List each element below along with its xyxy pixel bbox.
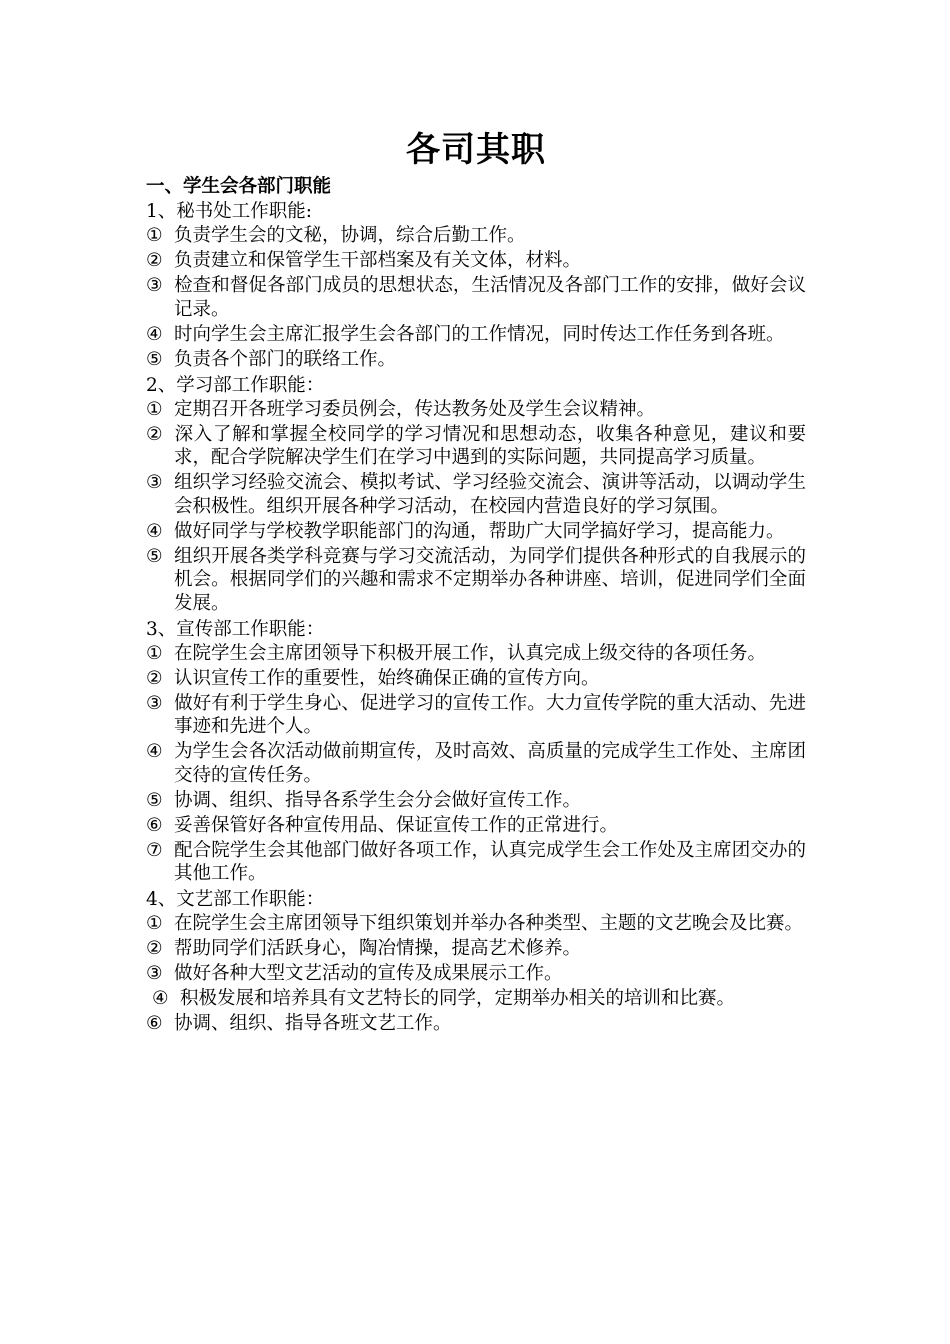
item-number: ② [146,938,163,959]
item-text: 认识宣传工作的重要性，始终确保正确的宣传方向。 [174,667,600,689]
item-number: ⑤ [146,789,163,811]
item-text: 负责学生会的文秘，协调，综合后勤工作。 [174,225,526,246]
item-text: 负责各个部门的联络工作。 [174,348,397,370]
item-number: ③ [146,472,163,493]
list-item [146,740,806,787]
list-item [146,274,806,321]
item-number: ① [146,398,163,420]
item-text: 深入了解和掌握全校同学的学习情况和思想动态，收集各种意见，建议和要求，配合学院解决学生们在学习中遇到的实际问题，共同提高学习质量。 [174,423,806,468]
item-text: 在院学生会主席团领导下组织策划并举办各种类型、主题的文艺晚会及比赛。 [174,913,804,934]
list-item [146,987,806,1011]
item-number: ⑤ [146,545,163,567]
item-text: 检查和督促各部门成员的思想状态，生活情况及各部门工作的安排，做好会议记录。 [174,275,806,320]
list-item [146,839,806,886]
item-text: 做好各种大型文艺活动的宣传及成果展示工作。 [174,963,563,984]
list-item [146,642,806,666]
document-title: 各司其职 [406,130,546,170]
item-number: ① [146,913,163,934]
item-text: 负责建立和保管学生干部档案及有关文体，材料。 [174,250,582,271]
department-secretariat [146,199,806,371]
item-number: ① [146,225,163,246]
item-text: 定期召开各班学习委员例会，传达教务处及学生会议精神。 [174,398,656,420]
department-study [146,373,806,616]
list-item [146,348,806,372]
item-number: ③ [146,692,163,714]
item-number: ③ [146,963,163,984]
list-item [146,912,806,936]
list-item [146,398,806,422]
item-text: 协调、组织、指导各系学生会分会做好宣传工作。 [174,789,582,811]
item-text: 组织开展各类学科竞赛与学习交流活动，为同学们提供各种形式的自我展示的机会。根据同学们的兴趣和需求不定期举办各种讲座、培训，促进同学们全面发展。 [174,545,806,614]
item-text: 协调、组织、指导各班文艺工作。 [174,1013,452,1034]
document-page [146,128,806,1037]
item-number: ④ [146,520,163,542]
list-item [146,962,806,986]
section-heading: 一、学生会各部门职能 [146,176,332,197]
department-label: 4、文艺部工作职能： [146,889,325,910]
department-label: 3、宣传部工作职能： [146,618,325,640]
list-item [146,692,806,739]
list-item [146,545,806,616]
list-item [146,224,806,248]
list-item [146,814,806,838]
item-number: ⑤ [146,348,163,370]
item-text: 组织学习经验交流会、模拟考试、学习经验交流会、演讲等活动，以调动学生会积极性。组织开展各种学习活动，在校园内营造良好的学习氛围。 [174,472,806,517]
item-number: ① [146,642,163,664]
item-number: ② [146,250,163,271]
list-item [146,323,806,347]
item-number: ⑥ [146,814,163,836]
item-number: ② [146,423,163,445]
item-number: ③ [146,275,163,296]
item-number: ② [146,667,163,689]
list-item [146,471,806,518]
item-text: 做好同学与学校教学职能部门的沟通，帮助广大同学搞好学习，提高能力。 [174,520,785,542]
department-arts [146,887,806,1036]
item-text: 做好有利于学生身心、促进学习的宣传工作。大力宣传学院的重大活动、先进事迹和先进个人。 [174,692,806,737]
list-item [146,789,806,813]
list-item [146,520,806,544]
list-item [146,423,806,470]
item-number: ⑦ [146,839,163,861]
list-item [146,249,806,273]
list-item [146,667,806,691]
item-text: 帮助同学们活跃身心，陶冶情操，提高艺术修养。 [174,938,582,959]
item-text: 妥善保管好各种宣传用品、保证宣传工作的正常进行。 [174,814,619,836]
item-number: ④ [146,741,163,762]
item-text: 时向学生会主席汇报学生会各部门的工作情况，同时传达工作任务到各班。 [174,323,785,345]
item-number: ④ [146,323,163,345]
item-number: ④ [152,988,169,1009]
list-item [146,937,806,961]
list-item [146,1012,806,1036]
department-publicity [146,617,806,886]
item-text: 在院学生会主席团领导下积极开展工作，认真完成上级交待的各项任务。 [174,642,767,664]
department-label: 2、学习部工作职能： [146,374,325,396]
item-text: 为学生会各次活动做前期宣传，及时高效、高质量的完成学生工作处、主席团交待的宣传任务。 [174,741,806,786]
department-label: 1、秘书处工作职能: [146,201,313,222]
item-number: ⑥ [146,1013,163,1034]
item-text: 积极发展和培养具有文艺特长的同学，定期举办相关的培训和比赛。 [180,988,736,1009]
item-text: 配合院学生会其他部门做好各项工作，认真完成学生会工作处及主席团交办的其他工作。 [174,839,806,884]
